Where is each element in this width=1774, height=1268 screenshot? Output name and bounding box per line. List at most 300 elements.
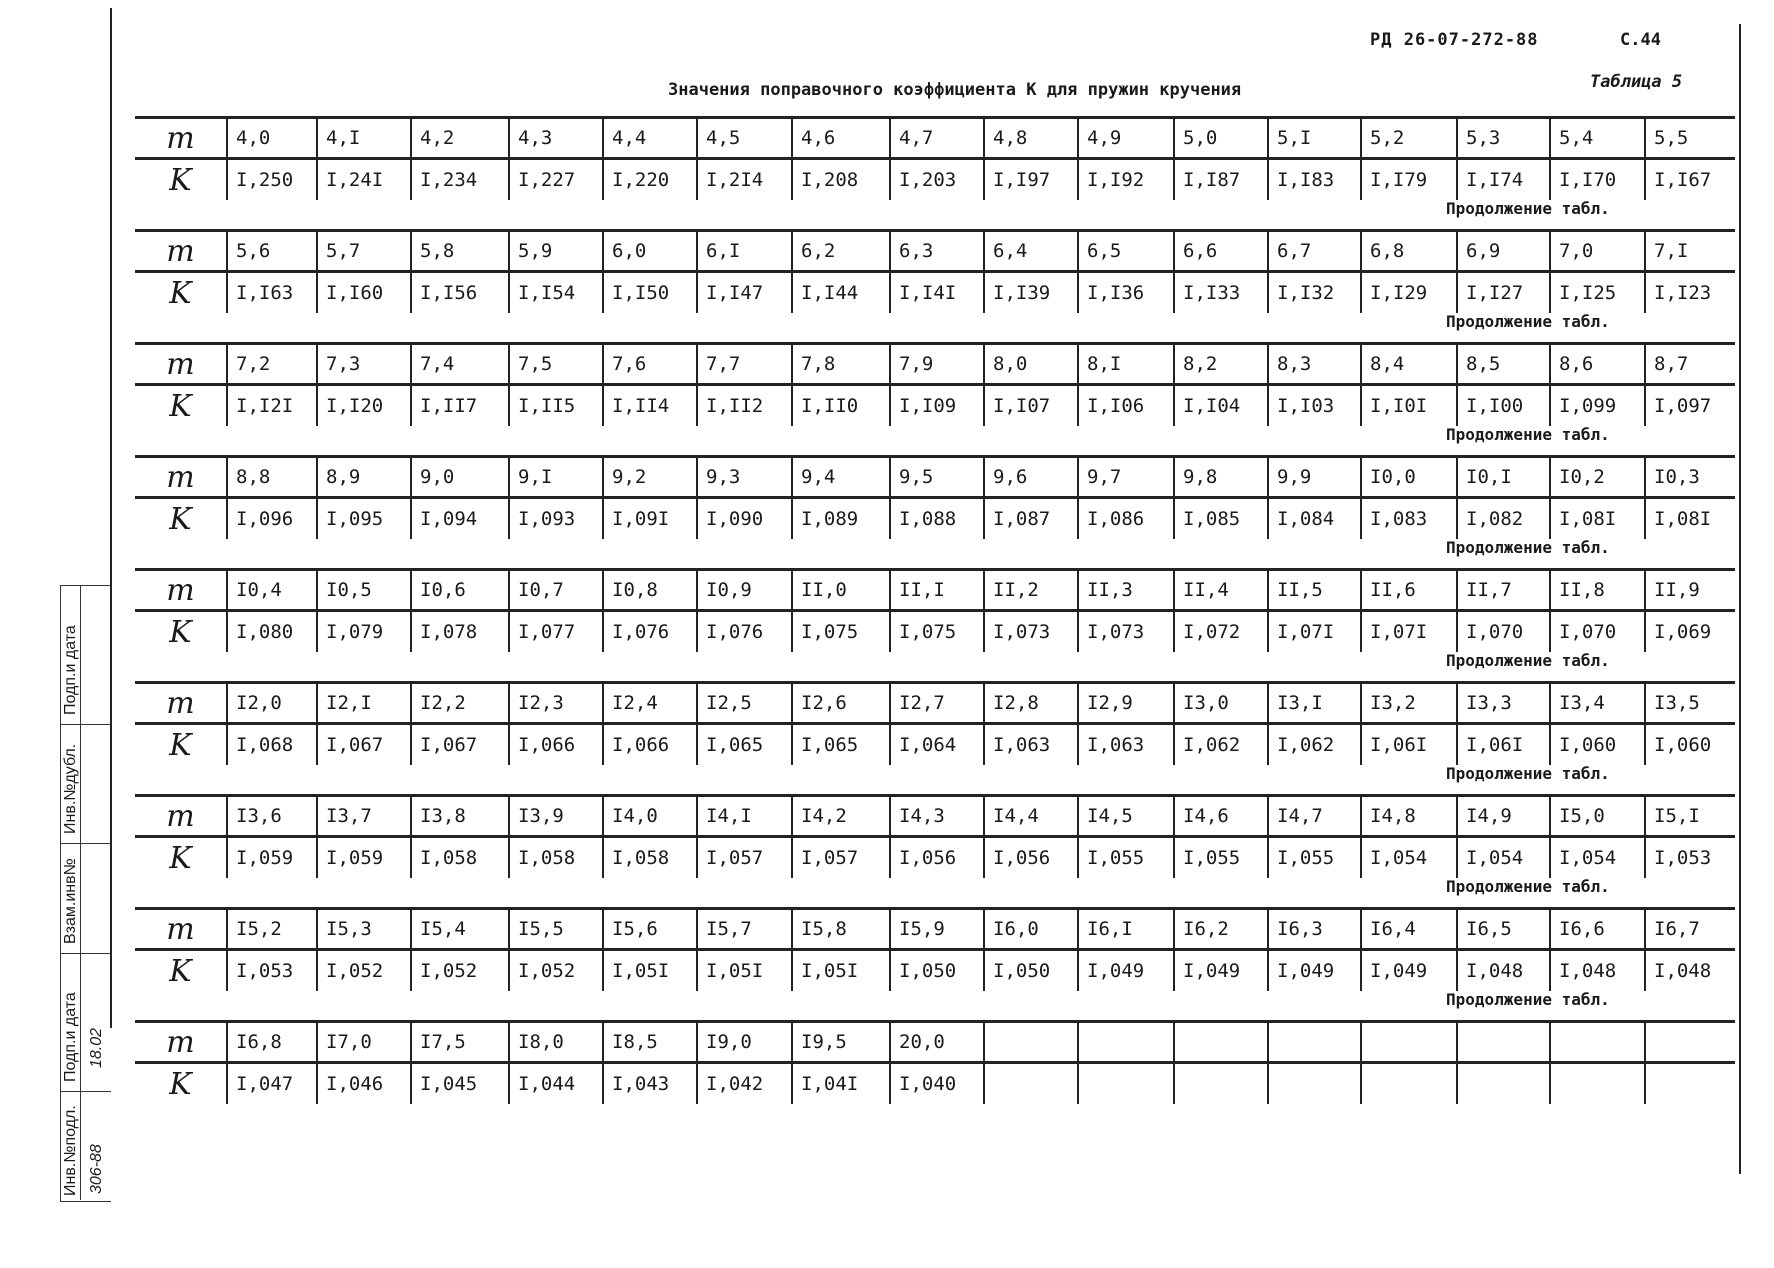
- k-value: I,049: [1268, 950, 1361, 992]
- k-value: I,08I: [1645, 498, 1735, 540]
- m-value: II,0: [792, 570, 890, 611]
- m-value: 8,5: [1457, 344, 1550, 385]
- k-value: I,055: [1174, 837, 1268, 879]
- m-row: [135, 457, 1735, 498]
- k-value: I,208: [792, 159, 890, 201]
- m-value: I2,6: [792, 683, 890, 724]
- stamp-orig-inv: Инв.№подл.: [62, 1105, 79, 1196]
- k-value: I,058: [603, 837, 697, 879]
- k-value: I,073: [984, 611, 1078, 653]
- k-value: I,049: [1078, 950, 1174, 992]
- k-value: I,203: [890, 159, 984, 201]
- m-value: [1361, 1022, 1457, 1063]
- k-value: I,052: [509, 950, 603, 992]
- m-value: I5,9: [890, 909, 984, 950]
- m-value: I6,5: [1457, 909, 1550, 950]
- table-title: Значения поправочного коэффициента K для пружин кручения: [668, 80, 1242, 100]
- k-value: I,II2: [697, 385, 792, 427]
- k-row-label: K: [169, 501, 192, 537]
- m-value: 9,8: [1174, 457, 1268, 498]
- m-value: 7,8: [792, 344, 890, 385]
- m-value: I4,0: [603, 796, 697, 837]
- k-value: [1645, 1063, 1735, 1105]
- k-value: [1457, 1063, 1550, 1105]
- k-value: I,I39: [984, 272, 1078, 314]
- m-value: 5,3: [1457, 118, 1550, 159]
- m-value: 8,2: [1174, 344, 1268, 385]
- k-value: I,052: [411, 950, 509, 992]
- k-value: I,096: [227, 498, 317, 540]
- k-value: I,054: [1361, 837, 1457, 879]
- k-value: I,043: [603, 1063, 697, 1105]
- m-value: I3,I: [1268, 683, 1361, 724]
- m-value: I3,8: [411, 796, 509, 837]
- m-value: 6,4: [984, 231, 1078, 272]
- m-value: [984, 1022, 1078, 1063]
- m-value: I5,2: [227, 909, 317, 950]
- m-value: [1174, 1022, 1268, 1063]
- k-value: I,093: [509, 498, 603, 540]
- k-value: I,042: [697, 1063, 792, 1105]
- k-value: I,04I: [792, 1063, 890, 1105]
- m-value: I3,9: [509, 796, 603, 837]
- k-value: I,07I: [1361, 611, 1457, 653]
- k-value: I,063: [1078, 724, 1174, 766]
- m-value: I6,I: [1078, 909, 1174, 950]
- m-value: I6,4: [1361, 909, 1457, 950]
- m-value: I2,4: [603, 683, 697, 724]
- k-value: I,044: [509, 1063, 603, 1105]
- m-value: I3,3: [1457, 683, 1550, 724]
- k-value: I,040: [890, 1063, 984, 1105]
- continuation-label: Продолжение табл.: [1446, 764, 1610, 783]
- m-value: I4,I: [697, 796, 792, 837]
- k-value: I,II5: [509, 385, 603, 427]
- k-value: I,079: [317, 611, 411, 653]
- m-row-label: m: [135, 1022, 227, 1063]
- m-value: 8,7: [1645, 344, 1735, 385]
- m-value: I6,2: [1174, 909, 1268, 950]
- m-value: 8,8: [227, 457, 317, 498]
- m-value: 6,5: [1078, 231, 1174, 272]
- k-value: I,048: [1550, 950, 1645, 992]
- m-value: I4,7: [1268, 796, 1361, 837]
- m-row: [135, 570, 1735, 611]
- k-value: I,086: [1078, 498, 1174, 540]
- k-value: I,058: [411, 837, 509, 879]
- m-value: 5,5: [1645, 118, 1735, 159]
- k-value: I,07I: [1268, 611, 1361, 653]
- coefficient-table-block: [135, 907, 1735, 991]
- k-value: I,057: [697, 837, 792, 879]
- m-value: [1645, 1022, 1735, 1063]
- m-value: I0,7: [509, 570, 603, 611]
- m-value: 5,9: [509, 231, 603, 272]
- m-value: I0,I: [1457, 457, 1550, 498]
- m-row-label: m: [135, 344, 227, 385]
- m-value: 9,4: [792, 457, 890, 498]
- m-value: I4,6: [1174, 796, 1268, 837]
- m-value: I5,7: [697, 909, 792, 950]
- k-value: I,054: [1550, 837, 1645, 879]
- k-value: I,068: [227, 724, 317, 766]
- k-value: I,076: [697, 611, 792, 653]
- m-value: I7,0: [317, 1022, 411, 1063]
- k-value: I,089: [792, 498, 890, 540]
- m-row-label: m: [135, 231, 227, 272]
- continuation-label: Продолжение табл.: [1446, 877, 1610, 896]
- continuation-label: Продолжение табл.: [1446, 538, 1610, 557]
- k-value: I,I29: [1361, 272, 1457, 314]
- k-value: I,066: [509, 724, 603, 766]
- m-value: II,5: [1268, 570, 1361, 611]
- m-value: I0,2: [1550, 457, 1645, 498]
- m-value: 6,9: [1457, 231, 1550, 272]
- m-value: 5,7: [317, 231, 411, 272]
- m-value: 6,I: [697, 231, 792, 272]
- m-value: 9,2: [603, 457, 697, 498]
- stamp-dup-inv: Инв.№дубл.: [62, 743, 79, 834]
- k-value: I,078: [411, 611, 509, 653]
- m-value: 7,2: [227, 344, 317, 385]
- m-value: I2,8: [984, 683, 1078, 724]
- m-value: I2,0: [227, 683, 317, 724]
- m-value: 6,3: [890, 231, 984, 272]
- k-value: I,I70: [1550, 159, 1645, 201]
- continuation-label: Продолжение табл.: [1446, 199, 1610, 218]
- k-value: I,05I: [697, 950, 792, 992]
- m-value: I7,5: [411, 1022, 509, 1063]
- m-value: II,3: [1078, 570, 1174, 611]
- m-value: I0,4: [227, 570, 317, 611]
- m-row-label: m: [135, 909, 227, 950]
- m-value: I6,6: [1550, 909, 1645, 950]
- stamp-handwritten-date: 18.02: [88, 1027, 105, 1068]
- k-value: I,050: [984, 950, 1078, 992]
- k-value: I,I27: [1457, 272, 1550, 314]
- m-value: 4,9: [1078, 118, 1174, 159]
- m-value: 4,7: [890, 118, 984, 159]
- k-value: I,II7: [411, 385, 509, 427]
- k-value: I,I50: [603, 272, 697, 314]
- m-value: I5,I: [1645, 796, 1735, 837]
- k-row-label: K: [169, 388, 192, 424]
- m-value: I3,4: [1550, 683, 1645, 724]
- k-value: I,I54: [509, 272, 603, 314]
- m-value: 9,5: [890, 457, 984, 498]
- m-value: II,4: [1174, 570, 1268, 611]
- m-value: 7,7: [697, 344, 792, 385]
- k-value: I,055: [1078, 837, 1174, 879]
- k-row: [135, 385, 1735, 427]
- k-value: I,095: [317, 498, 411, 540]
- m-value: 6,8: [1361, 231, 1457, 272]
- k-value: I,063: [984, 724, 1078, 766]
- k-value: I,059: [227, 837, 317, 879]
- k-value: I,I06: [1078, 385, 1174, 427]
- m-value: 7,0: [1550, 231, 1645, 272]
- k-value: I,065: [697, 724, 792, 766]
- m-row-label: m: [135, 457, 227, 498]
- m-row-label: m: [135, 683, 227, 724]
- k-row-label: K: [169, 275, 192, 311]
- m-value: 4,5: [697, 118, 792, 159]
- continuation-label: Продолжение табл.: [1446, 990, 1610, 1009]
- k-value: I,083: [1361, 498, 1457, 540]
- k-row: [135, 837, 1735, 879]
- m-value: II,6: [1361, 570, 1457, 611]
- m-value: I0,5: [317, 570, 411, 611]
- m-value: 8,4: [1361, 344, 1457, 385]
- m-value: II,9: [1645, 570, 1735, 611]
- k-value: [1361, 1063, 1457, 1105]
- k-value: I,055: [1268, 837, 1361, 879]
- m-value: I2,2: [411, 683, 509, 724]
- k-value: I,I03: [1268, 385, 1361, 427]
- m-value: 9,3: [697, 457, 792, 498]
- m-value: I5,4: [411, 909, 509, 950]
- m-value: I3,0: [1174, 683, 1268, 724]
- m-value: I4,9: [1457, 796, 1550, 837]
- k-value: I,056: [890, 837, 984, 879]
- k-value: I,I0I: [1361, 385, 1457, 427]
- m-row: [135, 796, 1735, 837]
- m-value: I0,6: [411, 570, 509, 611]
- k-value: I,06I: [1361, 724, 1457, 766]
- k-value: I,I44: [792, 272, 890, 314]
- coefficient-table-block: [135, 116, 1735, 200]
- k-value: I,075: [792, 611, 890, 653]
- coefficient-table-block: [135, 681, 1735, 765]
- m-value: I3,7: [317, 796, 411, 837]
- m-value: 8,6: [1550, 344, 1645, 385]
- k-value: I,077: [509, 611, 603, 653]
- k-value: [984, 1063, 1078, 1105]
- k-value: I,090: [697, 498, 792, 540]
- m-value: 5,0: [1174, 118, 1268, 159]
- m-row: [135, 683, 1735, 724]
- m-value: I2,3: [509, 683, 603, 724]
- k-value: I,250: [227, 159, 317, 201]
- m-value: I3,6: [227, 796, 317, 837]
- k-value: I,066: [603, 724, 697, 766]
- m-value: 9,7: [1078, 457, 1174, 498]
- k-value: I,05I: [792, 950, 890, 992]
- m-value: I2,I: [317, 683, 411, 724]
- k-value: I,220: [603, 159, 697, 201]
- m-value: 4,6: [792, 118, 890, 159]
- m-value: 6,0: [603, 231, 697, 272]
- m-value: 8,0: [984, 344, 1078, 385]
- m-value: 7,9: [890, 344, 984, 385]
- k-value: I,047: [227, 1063, 317, 1105]
- k-value: I,2I4: [697, 159, 792, 201]
- m-value: I6,0: [984, 909, 1078, 950]
- m-value: II,7: [1457, 570, 1550, 611]
- k-value: I,I4I: [890, 272, 984, 314]
- k-value: I,065: [792, 724, 890, 766]
- k-value: I,I23: [1645, 272, 1735, 314]
- document-code: РД 26-07-272-88: [1370, 30, 1539, 50]
- page-number: С.44: [1620, 30, 1661, 50]
- m-value: I2,7: [890, 683, 984, 724]
- k-value: I,059: [317, 837, 411, 879]
- k-value: [1550, 1063, 1645, 1105]
- k-value: I,II4: [603, 385, 697, 427]
- m-row: [135, 118, 1735, 159]
- coefficient-table-block: [135, 568, 1735, 652]
- stamp-replace-inv: Взам.инв№: [62, 858, 79, 944]
- continuation-label: Продолжение табл.: [1446, 425, 1610, 444]
- k-row: [135, 1063, 1735, 1105]
- k-row-label: K: [169, 1066, 192, 1102]
- m-value: [1457, 1022, 1550, 1063]
- k-row: [135, 950, 1735, 992]
- k-value: I,094: [411, 498, 509, 540]
- stamp-sign-date: Подп.и дата: [62, 625, 79, 715]
- m-value: I5,0: [1550, 796, 1645, 837]
- k-value: I,I04: [1174, 385, 1268, 427]
- m-value: I2,5: [697, 683, 792, 724]
- m-value: I5,3: [317, 909, 411, 950]
- k-value: I,048: [1457, 950, 1550, 992]
- k-value: I,084: [1268, 498, 1361, 540]
- m-value: I9,0: [697, 1022, 792, 1063]
- k-value: I,060: [1645, 724, 1735, 766]
- m-value: 9,I: [509, 457, 603, 498]
- k-value: I,067: [411, 724, 509, 766]
- k-row-label: K: [169, 840, 192, 876]
- m-value: 6,6: [1174, 231, 1268, 272]
- m-value: I8,5: [603, 1022, 697, 1063]
- page-frame-right: [1739, 24, 1741, 1174]
- m-value: 4,4: [603, 118, 697, 159]
- k-value: I,088: [890, 498, 984, 540]
- m-value: I5,8: [792, 909, 890, 950]
- stamp-sign-date-2: Подп.и дата: [62, 992, 79, 1082]
- k-value: I,053: [1645, 837, 1735, 879]
- m-value: II,8: [1550, 570, 1645, 611]
- coefficient-table-block: [135, 455, 1735, 539]
- k-row: [135, 159, 1735, 201]
- coefficient-table-block: [135, 1020, 1735, 1104]
- m-value: I6,7: [1645, 909, 1735, 950]
- coefficient-table-block: [135, 229, 1735, 313]
- k-value: I,I67: [1645, 159, 1735, 201]
- k-value: I,070: [1550, 611, 1645, 653]
- m-value: 9,6: [984, 457, 1078, 498]
- k-value: I,I2I: [227, 385, 317, 427]
- coefficient-table-block: [135, 794, 1735, 878]
- k-value: I,I36: [1078, 272, 1174, 314]
- k-value: I,I20: [317, 385, 411, 427]
- continuation-label: Продолжение табл.: [1446, 312, 1610, 331]
- m-value: I6,8: [227, 1022, 317, 1063]
- k-value: I,067: [317, 724, 411, 766]
- k-value: I,072: [1174, 611, 1268, 653]
- k-value: I,099: [1550, 385, 1645, 427]
- k-value: I,062: [1174, 724, 1268, 766]
- m-value: I4,8: [1361, 796, 1457, 837]
- k-value: I,076: [603, 611, 697, 653]
- m-value: 7,3: [317, 344, 411, 385]
- k-row: [135, 272, 1735, 314]
- m-value: 7,5: [509, 344, 603, 385]
- k-value: I,I47: [697, 272, 792, 314]
- k-value: I,I56: [411, 272, 509, 314]
- m-value: 4,0: [227, 118, 317, 159]
- k-row: [135, 724, 1735, 766]
- k-value: I,049: [1361, 950, 1457, 992]
- k-value: I,050: [890, 950, 984, 992]
- k-value: I,075: [890, 611, 984, 653]
- m-value: 7,6: [603, 344, 697, 385]
- m-value: [1550, 1022, 1645, 1063]
- k-value: I,064: [890, 724, 984, 766]
- m-value: I4,4: [984, 796, 1078, 837]
- m-value: 9,9: [1268, 457, 1361, 498]
- k-value: I,I74: [1457, 159, 1550, 201]
- k-value: I,062: [1268, 724, 1361, 766]
- k-row: [135, 498, 1735, 540]
- k-value: I,045: [411, 1063, 509, 1105]
- k-value: I,I92: [1078, 159, 1174, 201]
- m-value: I3,2: [1361, 683, 1457, 724]
- k-value: I,058: [509, 837, 603, 879]
- k-value: I,069: [1645, 611, 1735, 653]
- m-value: II,2: [984, 570, 1078, 611]
- m-value: II,I: [890, 570, 984, 611]
- table-label: Таблица 5: [1590, 72, 1683, 92]
- m-value: 9,0: [411, 457, 509, 498]
- k-value: I,048: [1645, 950, 1735, 992]
- m-row-label: m: [135, 118, 227, 159]
- m-value: I6,3: [1268, 909, 1361, 950]
- m-value: 20,0: [890, 1022, 984, 1063]
- m-value: 6,7: [1268, 231, 1361, 272]
- m-value: 4,I: [317, 118, 411, 159]
- m-value: 5,6: [227, 231, 317, 272]
- k-value: I,052: [317, 950, 411, 992]
- m-value: I2,9: [1078, 683, 1174, 724]
- k-value: I,I07: [984, 385, 1078, 427]
- k-row-label: K: [169, 953, 192, 989]
- k-value: I,I25: [1550, 272, 1645, 314]
- k-value: I,046: [317, 1063, 411, 1105]
- m-value: I0,3: [1645, 457, 1735, 498]
- m-row: [135, 1022, 1735, 1063]
- m-value: I0,0: [1361, 457, 1457, 498]
- k-value: I,227: [509, 159, 603, 201]
- k-value: I,053: [227, 950, 317, 992]
- k-value: I,I33: [1174, 272, 1268, 314]
- m-value: I4,3: [890, 796, 984, 837]
- k-value: I,I63: [227, 272, 317, 314]
- k-value: I,I87: [1174, 159, 1268, 201]
- k-value: I,24I: [317, 159, 411, 201]
- k-value: I,085: [1174, 498, 1268, 540]
- m-value: 5,8: [411, 231, 509, 272]
- k-row-label: K: [169, 727, 192, 763]
- k-value: I,087: [984, 498, 1078, 540]
- m-value: 4,3: [509, 118, 603, 159]
- k-value: I,082: [1457, 498, 1550, 540]
- k-value: I,II0: [792, 385, 890, 427]
- m-value: 7,4: [411, 344, 509, 385]
- k-value: [1268, 1063, 1361, 1105]
- m-value: I0,9: [697, 570, 792, 611]
- m-value: 8,9: [317, 457, 411, 498]
